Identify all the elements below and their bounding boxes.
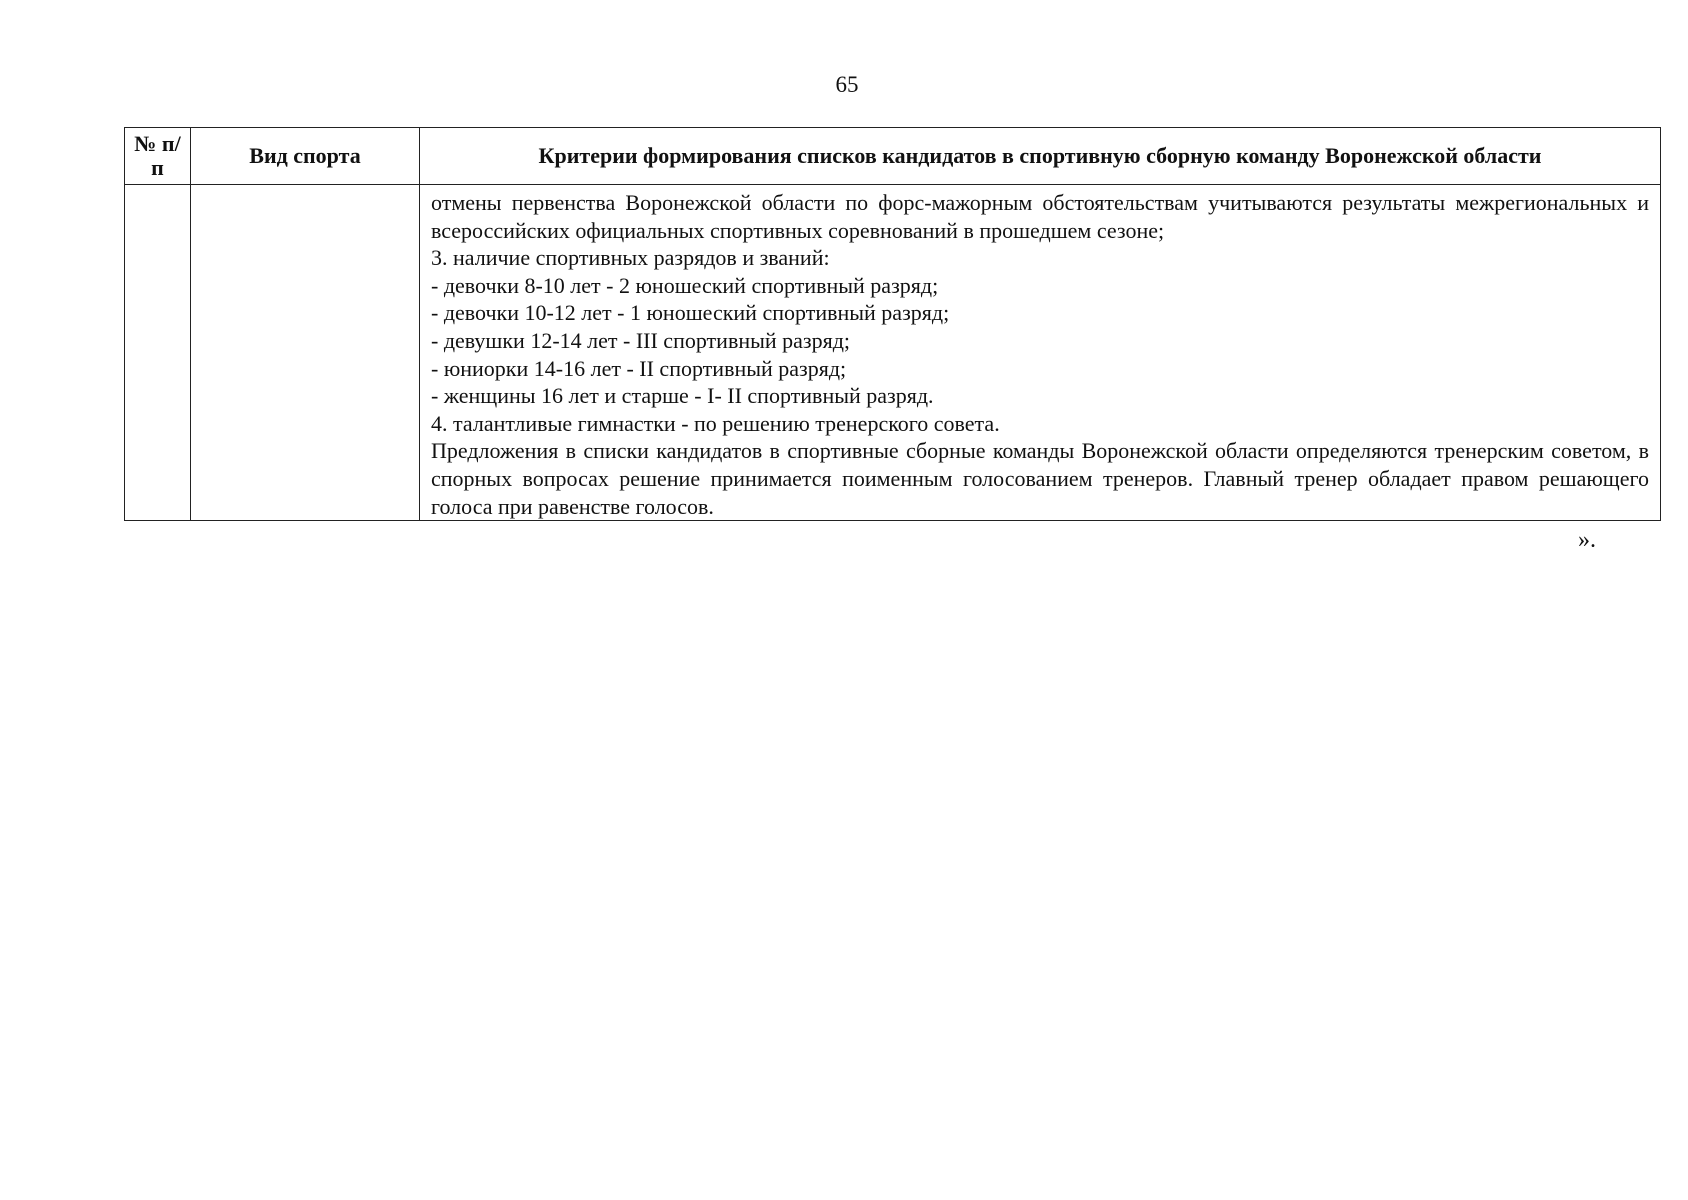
header-criteria: Критерии формирования списков кандидатов в спортивную сборную команду Воронежской области bbox=[420, 128, 1661, 185]
criteria-line: 4. талантливые гимнастки - по решению тренерского совета. bbox=[431, 410, 1000, 436]
criteria-table bbox=[124, 127, 1661, 521]
cell-criteria bbox=[420, 185, 1661, 521]
cell-number bbox=[125, 185, 191, 521]
criteria-line: - девушки 12-14 лет - III спортивный разряд; bbox=[431, 327, 851, 353]
criteria-line: отмены первенства Воронежской области по форс-мажорным обстоятельствам учитываются результаты межрегиональных и всероссийских официальных спортивных соревнований в прошедшем сезоне; bbox=[431, 190, 1649, 243]
criteria-line: - юниорки 14-16 лет - II спортивный разряд; bbox=[431, 355, 847, 381]
header-number: № п/п bbox=[125, 128, 191, 185]
header-sport: Вид спорта bbox=[191, 128, 420, 185]
criteria-line: - женщины 16 лет и старше - I- II спортивный разряд. bbox=[431, 383, 934, 409]
closing-quote-mark: ». bbox=[1578, 527, 1596, 553]
table-header-row bbox=[125, 128, 1661, 185]
criteria-line: - девочки 10-12 лет - 1 юношеский спортивный разряд; bbox=[431, 300, 950, 326]
page-number: 65 bbox=[835, 72, 859, 97]
criteria-line: Предложения в списки кандидатов в спортивные сборные команды Воронежской области определяются тренерским советом, в спорных вопросах решение принимается поименным голосованием тренеров. Главный тренер обладает правом решающего голоса при равенстве голосов. bbox=[431, 438, 1649, 519]
criteria-line: 3. наличие спортивных разрядов и званий: bbox=[431, 245, 830, 271]
criteria-line: - девочки 8-10 лет - 2 юношеский спортивный разряд; bbox=[431, 272, 939, 298]
cell-sport bbox=[191, 185, 420, 521]
table-row bbox=[125, 185, 1661, 521]
